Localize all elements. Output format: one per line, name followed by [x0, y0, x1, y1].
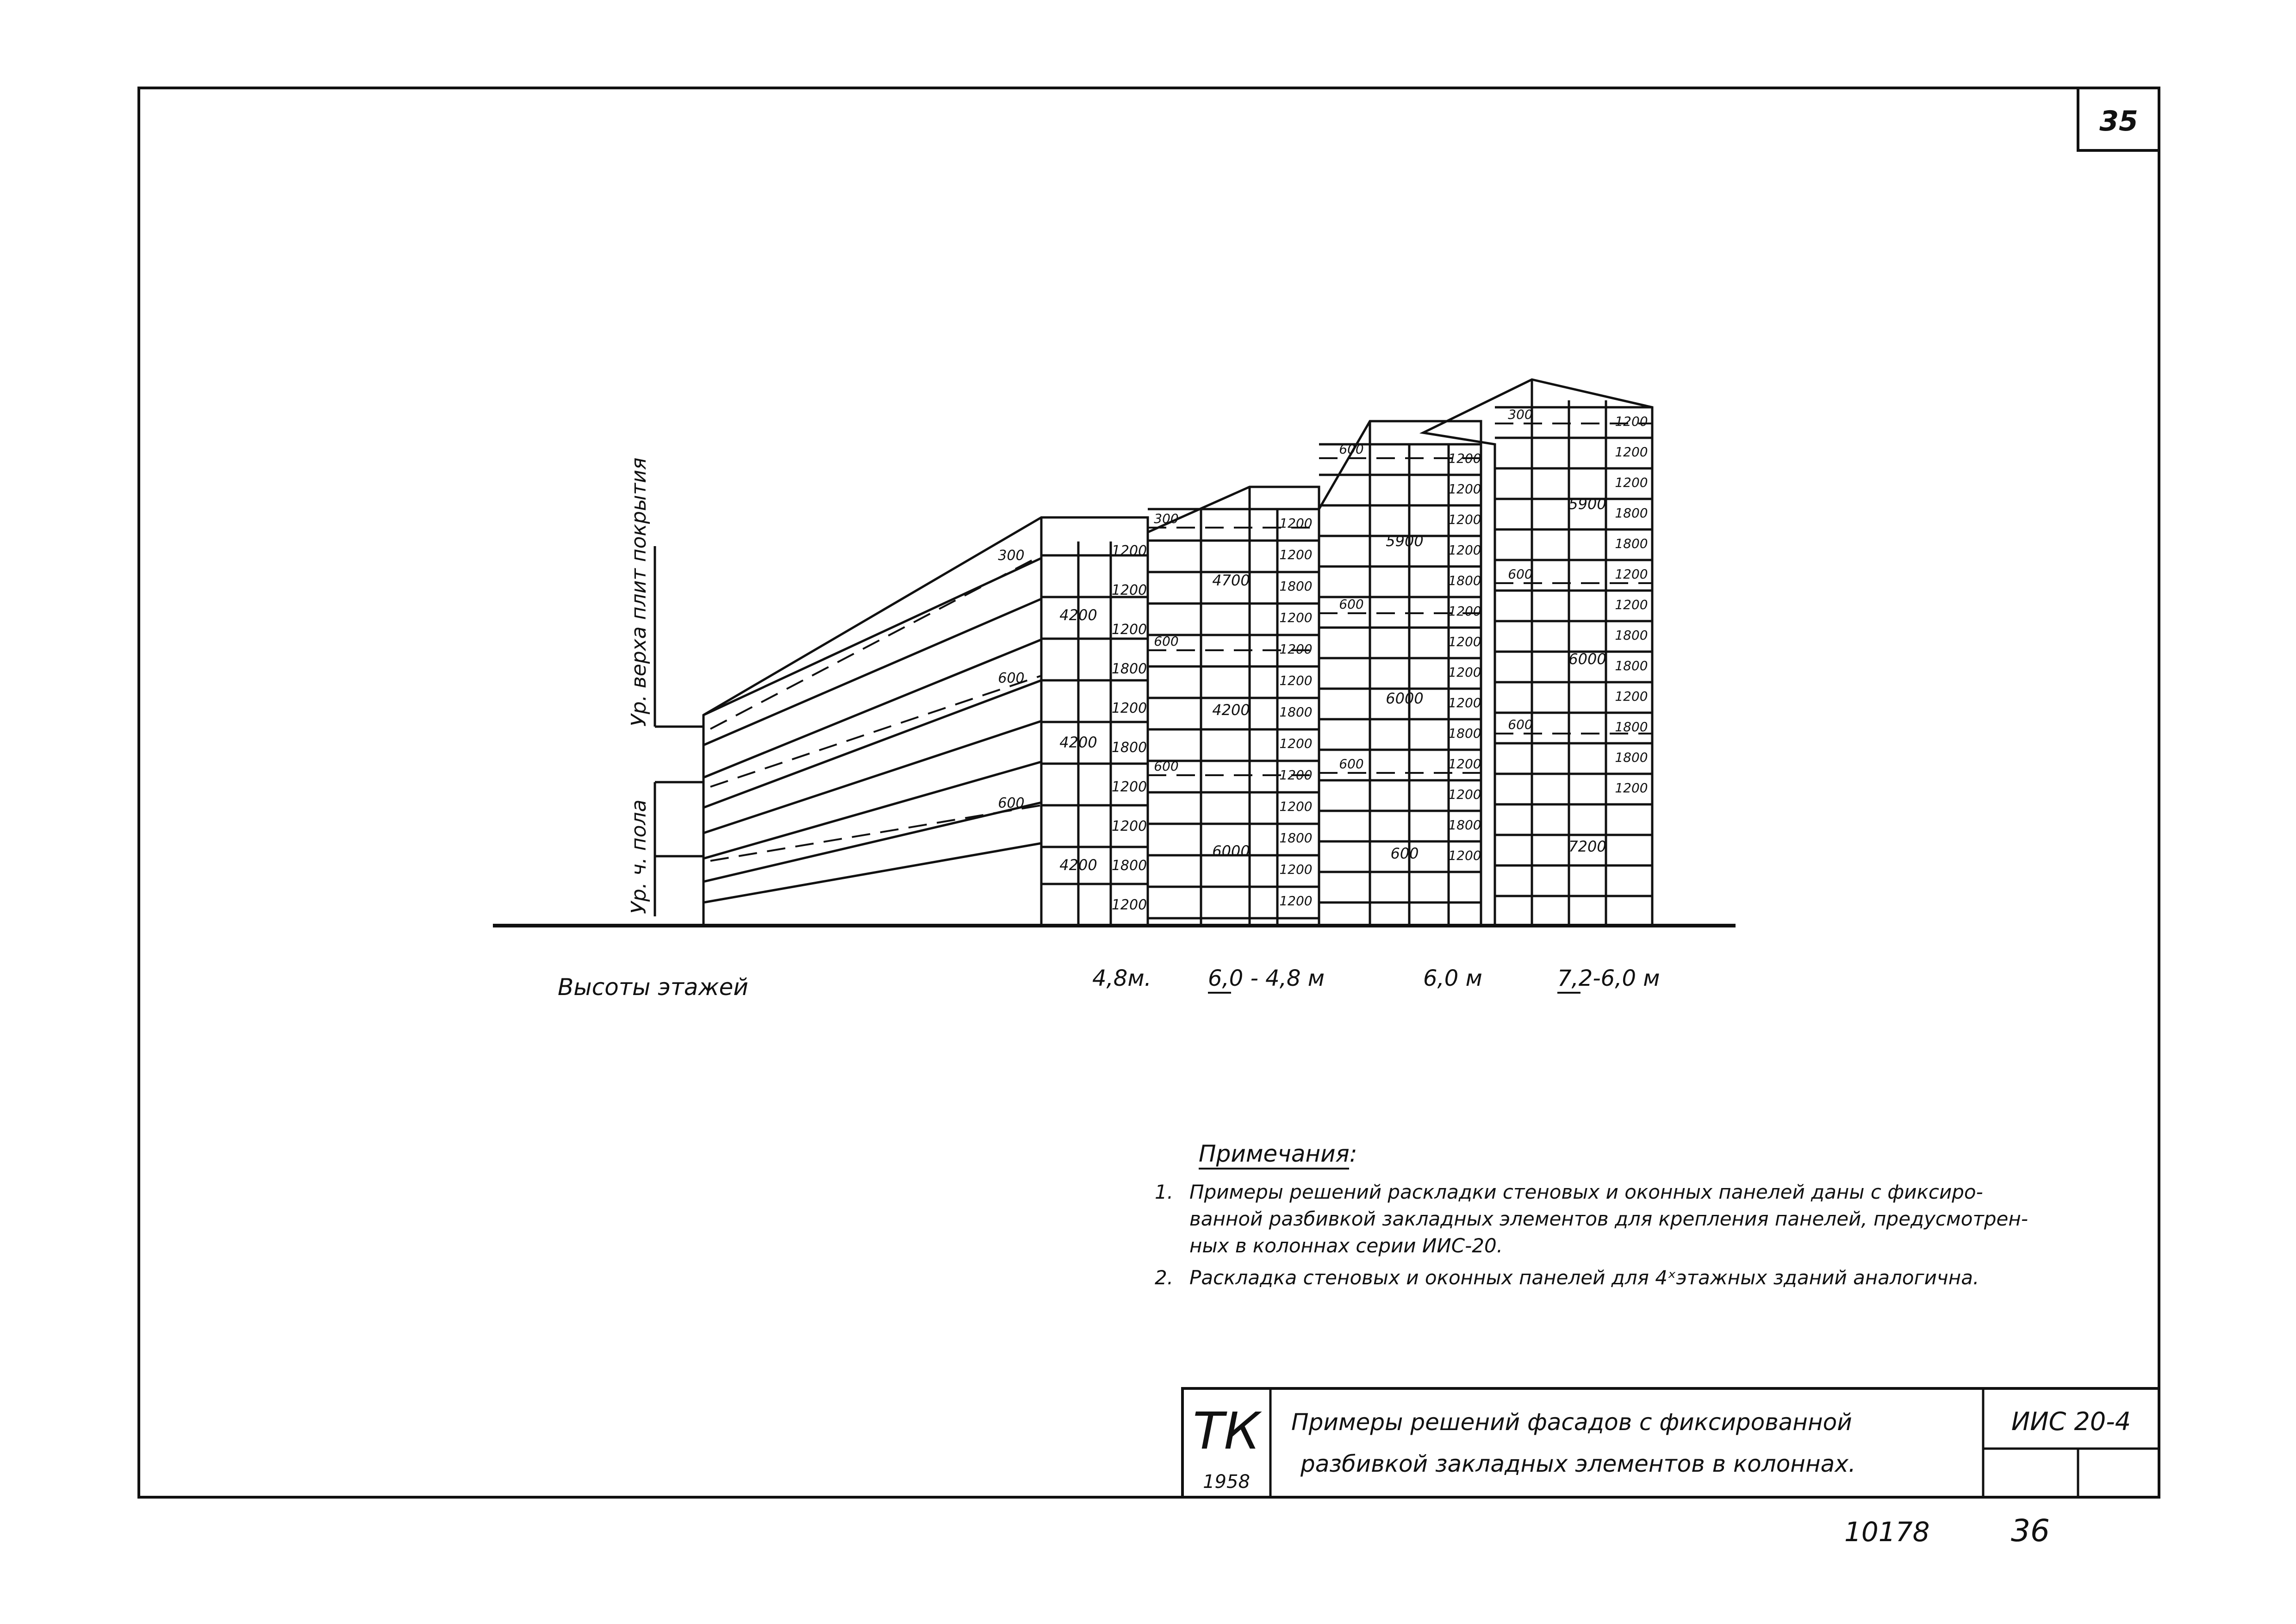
level-labels — [627, 458, 703, 916]
panel-label: 1200 — [1448, 604, 1481, 619]
drawing-title-line-1: Примеры решений фасадов с фиксированной — [1291, 1409, 1852, 1436]
panel-label: 1200 — [1448, 756, 1481, 772]
facade-diagram — [493, 380, 1736, 926]
span-label: 6000 — [1568, 650, 1606, 668]
note-1-line-1: Примеры решений раскладки стеновых и оконных панелей даны с фиксиро- — [1189, 1181, 1983, 1203]
dashed-guide-line — [710, 555, 1041, 729]
panel-line — [703, 680, 1041, 808]
panel-label: 1200 — [1111, 582, 1147, 598]
panel-label: 1800 — [1279, 830, 1313, 846]
panel-label: 1800 — [1615, 536, 1648, 551]
panel-label: 1800 — [1615, 719, 1648, 734]
panel-label: 1800 — [1448, 817, 1481, 833]
panel-label: 1200 — [1111, 543, 1147, 559]
panel-label: 1800 — [1448, 573, 1481, 588]
floor-heights-caption: Высоты этажей — [558, 974, 748, 1001]
panel-label: 1200 — [1448, 512, 1481, 527]
span-label: 4200 — [1059, 606, 1097, 624]
archive-number: 10178 — [1844, 1516, 1930, 1548]
span-label: 600 — [1390, 845, 1419, 862]
panel-label: 1200 — [1448, 451, 1481, 466]
panel-label: 1200 — [1279, 516, 1313, 531]
panel-label: 1800 — [1279, 579, 1313, 594]
title-year: 1958 — [1203, 1471, 1250, 1493]
panel-label: 1800 — [1615, 628, 1648, 643]
panel-label: 1200 — [1279, 893, 1313, 908]
offset-label: 600 — [1154, 759, 1179, 774]
offset-label: 300 — [1508, 407, 1533, 422]
panel-dimension-labels — [998, 407, 1648, 913]
drawing-title-line-2: разбивкой закладных элементов в колоннах. — [1300, 1450, 1856, 1477]
offset-label: 600 — [1508, 717, 1533, 732]
offset-label: 300 — [1154, 511, 1179, 526]
span-label: 4200 — [1059, 856, 1097, 874]
panel-label: 1200 — [1279, 673, 1313, 688]
panel-label: 1200 — [1448, 787, 1481, 802]
floor-height-3: 6,0 м — [1423, 965, 1482, 991]
panel-label: 1800 — [1448, 726, 1481, 741]
panel-label: 1200 — [1111, 779, 1147, 795]
offset-label: 600 — [1508, 566, 1533, 582]
panel-label: 1200 — [1448, 848, 1481, 863]
panel-label: 1200 — [1111, 897, 1147, 913]
floor-height-2: 6,0 - 4,8 м — [1208, 965, 1325, 991]
offset-label: 600 — [1154, 634, 1179, 649]
span-label: 7200 — [1568, 838, 1606, 855]
offset-label: 600 — [1339, 442, 1364, 457]
panel-label: 1200 — [1615, 475, 1648, 490]
panel-label: 1200 — [1279, 799, 1313, 814]
offset-label: 600 — [1339, 756, 1364, 772]
title-block — [1182, 1388, 2159, 1497]
panel-label: 1200 — [1448, 665, 1481, 680]
panel-label: 1200 — [1279, 862, 1313, 877]
series-code: ИИС 20-4 — [2011, 1407, 2131, 1436]
floor-height-1: 4,8м. — [1092, 965, 1151, 991]
span-label: 6000 — [1212, 842, 1250, 860]
note-2-line-1: Раскладка стеновых и оконных панелей для 4ˣэтажных зданий аналогична. — [1189, 1266, 1979, 1289]
panel-line — [703, 843, 1041, 902]
panel-label: 1200 — [1279, 736, 1313, 751]
bottom-page-number: 36 — [2011, 1513, 2050, 1549]
panel-label: 1200 — [1448, 634, 1481, 649]
panel-label: 1800 — [1111, 740, 1147, 756]
panel-label: 1200 — [1615, 780, 1648, 796]
panel-label: 1200 — [1279, 641, 1313, 657]
note-2-num: 2. — [1155, 1266, 1174, 1289]
span-label: 6000 — [1386, 690, 1424, 707]
floor-heights-row — [558, 965, 1660, 1001]
panel-label: 1200 — [1111, 622, 1147, 638]
panel-label: 1200 — [1111, 700, 1147, 716]
note-1-num: 1. — [1155, 1181, 1174, 1203]
span-label: 4700 — [1212, 572, 1250, 589]
panel-line — [703, 640, 1041, 778]
panel-label: 1200 — [1615, 689, 1648, 704]
panel-label: 1200 — [1448, 695, 1481, 710]
panel-label: 1200 — [1279, 767, 1313, 783]
panel-label: 1800 — [1111, 661, 1147, 677]
sheet-number: 35 — [2099, 105, 2138, 137]
panel-line — [703, 599, 1041, 745]
notes-block — [1155, 1140, 2028, 1289]
span-label: 4200 — [1059, 734, 1097, 751]
span-label: 5900 — [1568, 495, 1606, 513]
offset-label: 600 — [1339, 597, 1364, 612]
panel-label: 1200 — [1279, 547, 1313, 562]
offset-label: 600 — [998, 795, 1025, 811]
span-label: 4200 — [1212, 701, 1250, 719]
span-label: 5900 — [1386, 532, 1424, 550]
panel-label: 1200 — [1448, 481, 1481, 497]
note-1-line-2: ванной разбивкой закладных элементов для крепления панелей, предусмотрен- — [1189, 1207, 2028, 1230]
roof-level-label: Ур. верха плит покрытия — [627, 457, 651, 727]
panel-label: 1200 — [1279, 610, 1313, 625]
panel-line — [703, 803, 1041, 882]
panel-label: 1200 — [1615, 597, 1648, 612]
offset-label: 300 — [998, 548, 1025, 564]
floor-height-4: 7,2-6,0 м — [1557, 965, 1660, 991]
dashed-guide-line — [710, 676, 1041, 787]
panel-label: 1800 — [1615, 658, 1648, 673]
organization-logo: ТК — [1193, 1401, 1260, 1461]
panel-label: 1800 — [1615, 505, 1648, 521]
offset-label: 600 — [998, 670, 1025, 686]
panel-label: 1200 — [1448, 542, 1481, 558]
note-1-line-3: ных в колоннах серии ИИС-20. — [1189, 1234, 1503, 1257]
panel-label: 1200 — [1615, 414, 1648, 429]
panel-label: 1200 — [1615, 566, 1648, 582]
panel-label: 1200 — [1111, 818, 1147, 834]
panel-label: 1800 — [1615, 750, 1648, 765]
notes-heading: Примечания: — [1199, 1140, 1357, 1167]
floor-level-label: Ур. ч. пола — [627, 799, 651, 914]
panel-label: 1200 — [1615, 444, 1648, 460]
panel-label: 1800 — [1111, 858, 1147, 874]
panel-label: 1800 — [1279, 704, 1313, 720]
